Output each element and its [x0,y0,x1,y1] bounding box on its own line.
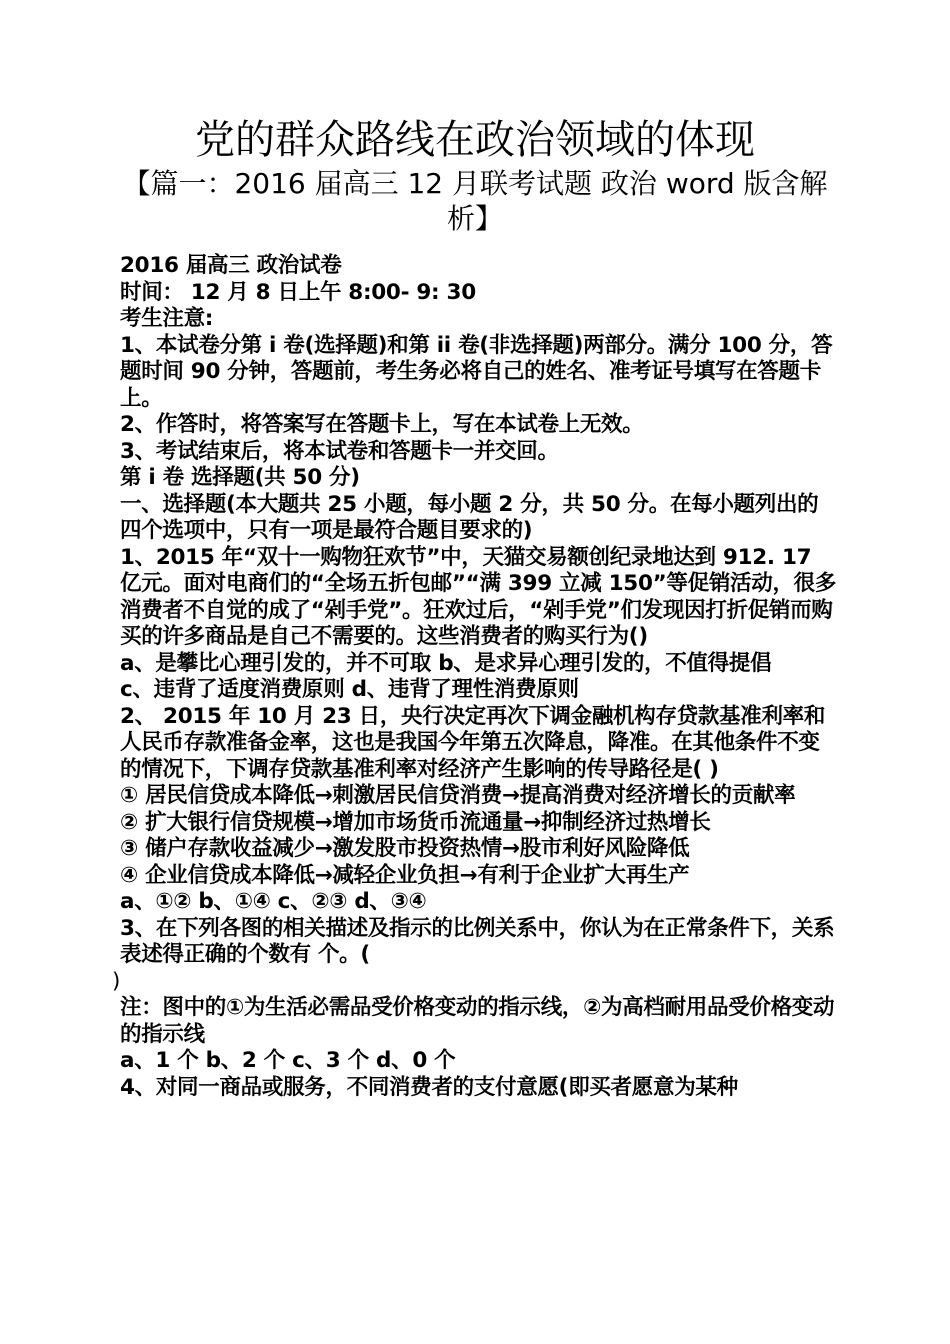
question-1: 1、2015 年“双十一购物狂欢节”中，天猫交易额创纪录地达到 912. 17 亿元。面对电商们的“全场五折包邮”“满 399 立减 150”等促销活动，很多消费者不自觉的成了“剁手党”。狂欢过后，“剁手党”们发现因打折促销而购买的许多商品是自己不需要的。这些消费者的购买行为() [120,544,837,649]
notice-heading: 考生注意: [120,306,214,331]
question-2-item-4: ④ 企业信贷成本降低→减轻企业负担→有利于企业扩大再生产 [120,862,690,888]
question-2-options: a、①② b、①④ c、②③ d、③④ [120,889,427,914]
notice-item-2: 2、作答时，将答案写在答题卡上，写在本试卷上无效。 [120,412,644,437]
question-3-paren: ) [112,968,121,994]
notice-item-3: 3、考试结束后，将本试卷和答题卡一并交回。 [120,438,559,464]
question-2-item-3: ③ 储户存款收益减少→激发股市投资热情→股市利好风险降低 [120,836,690,861]
document-title: 党的群众路线在政治领域的体现 [195,117,755,163]
notice-item-1: 1、本试卷分第 i 卷(选择题)和第 ii 卷(非选择题)两部分。满分 100 分，答题时间 90 分钟，答题前，考生务必将自己的姓名、准考证号填写在答题卡上。 [120,332,833,411]
document-subtitle: 【篇一：2016 届高三 12 月联考试题 政治 word 版含解析】 [122,167,828,235]
question-3-note: 注：图中的①为生活必需品受价格变动的指示线，②为高档耐用品受价格变动的指示线 [120,995,835,1047]
document-body [112,253,838,1101]
exam-time: 时间： 12 月 8 日上午 8:00- 9: 30 [120,279,476,305]
question-1-options-cd: c、违背了适度消费原则 d、违背了理性消费原则 [120,677,579,702]
question-2-item-2: ② 扩大银行信贷规模→增加市场货币流通量→抑制经济过热增长 [120,809,711,835]
question-3: 3、在下列各图的相关描述及指示的比例关系中，你认为在正常条件下，关系表述得正确的个数有 个。( [120,915,835,967]
question-4: 4、对同一商品或服务，不同消费者的支付意愿(即买者愿意为某种 [120,1074,738,1100]
section-heading: 第 i 卷 选择题(共 50 分) [120,465,360,490]
exam-heading: 2016 届高三 政治试卷 [120,253,342,278]
question-3-options: a、1 个 b、2 个 c、3 个 d、0 个 [120,1048,456,1073]
section-instructions: 一、选择题(本大题共 25 小题，每小题 2 分，共 50 分。在每小题列出的四个选项中，只有一项是最符合题目要求的) [120,491,819,543]
question-1-options-ab: a、是攀比心理引发的，并不可取 b、是求异心理引发的，不值得提倡 [120,650,772,676]
question-2-item-1: ① 居民信贷成本降低→刺激居民信贷消费→提高消费对经济增长的贡献率 [120,783,796,808]
question-2: 2、 2015 年 10 月 23 日，央行决定再次下调金融机构存贷款基准利率和人民币存款准备金率，这也是我国今年第五次降息，降准。在其他条件不变的情况下，下调存贷款基准利率对经济产生影响的传导路径是( ) [120,703,826,782]
